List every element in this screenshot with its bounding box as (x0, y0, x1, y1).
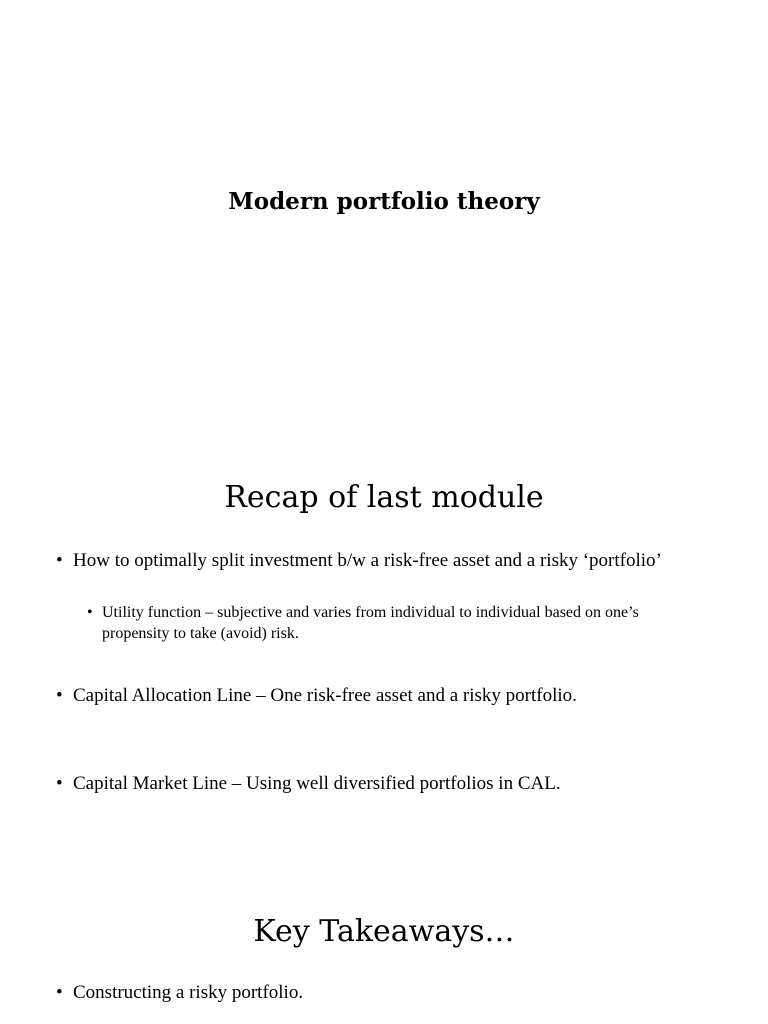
bullet-dot: • (56, 550, 63, 571)
bullet-dot: • (56, 685, 63, 706)
recap-bullet-1 (56, 549, 716, 573)
recap-bullet-3 (56, 772, 716, 796)
takeaways-heading: Key Takeaways… (253, 914, 515, 949)
recap-bullet-1-text: How to optimally split investment b/w a risk-free asset and a risky ‘portfolio’ (73, 550, 662, 571)
recap-sub-bullet-text: Utility function – subjective and varies from individual to individual based on one’s propensity to take (avoid) risk. (102, 604, 639, 642)
recap-bullet-3-text: Capital Market Line – Using well diversified portfolios in CAL. (73, 773, 561, 794)
bullet-dot: • (56, 773, 63, 794)
takeaways-bullet-1-text: Constructing a risky portfolio. (73, 982, 304, 1003)
document-title: Modern portfolio theory (228, 188, 540, 215)
recap-bullet-2-text: Capital Allocation Line – One risk-free asset and a risky portfolio. (73, 685, 577, 706)
bullet-dot: • (87, 604, 93, 621)
bullet-dot: • (56, 982, 63, 1003)
takeaways-bullet-1 (56, 981, 716, 1005)
recap-heading: Recap of last module (224, 480, 544, 515)
recap-sub-bullet (87, 602, 707, 644)
recap-bullet-2 (56, 684, 716, 708)
